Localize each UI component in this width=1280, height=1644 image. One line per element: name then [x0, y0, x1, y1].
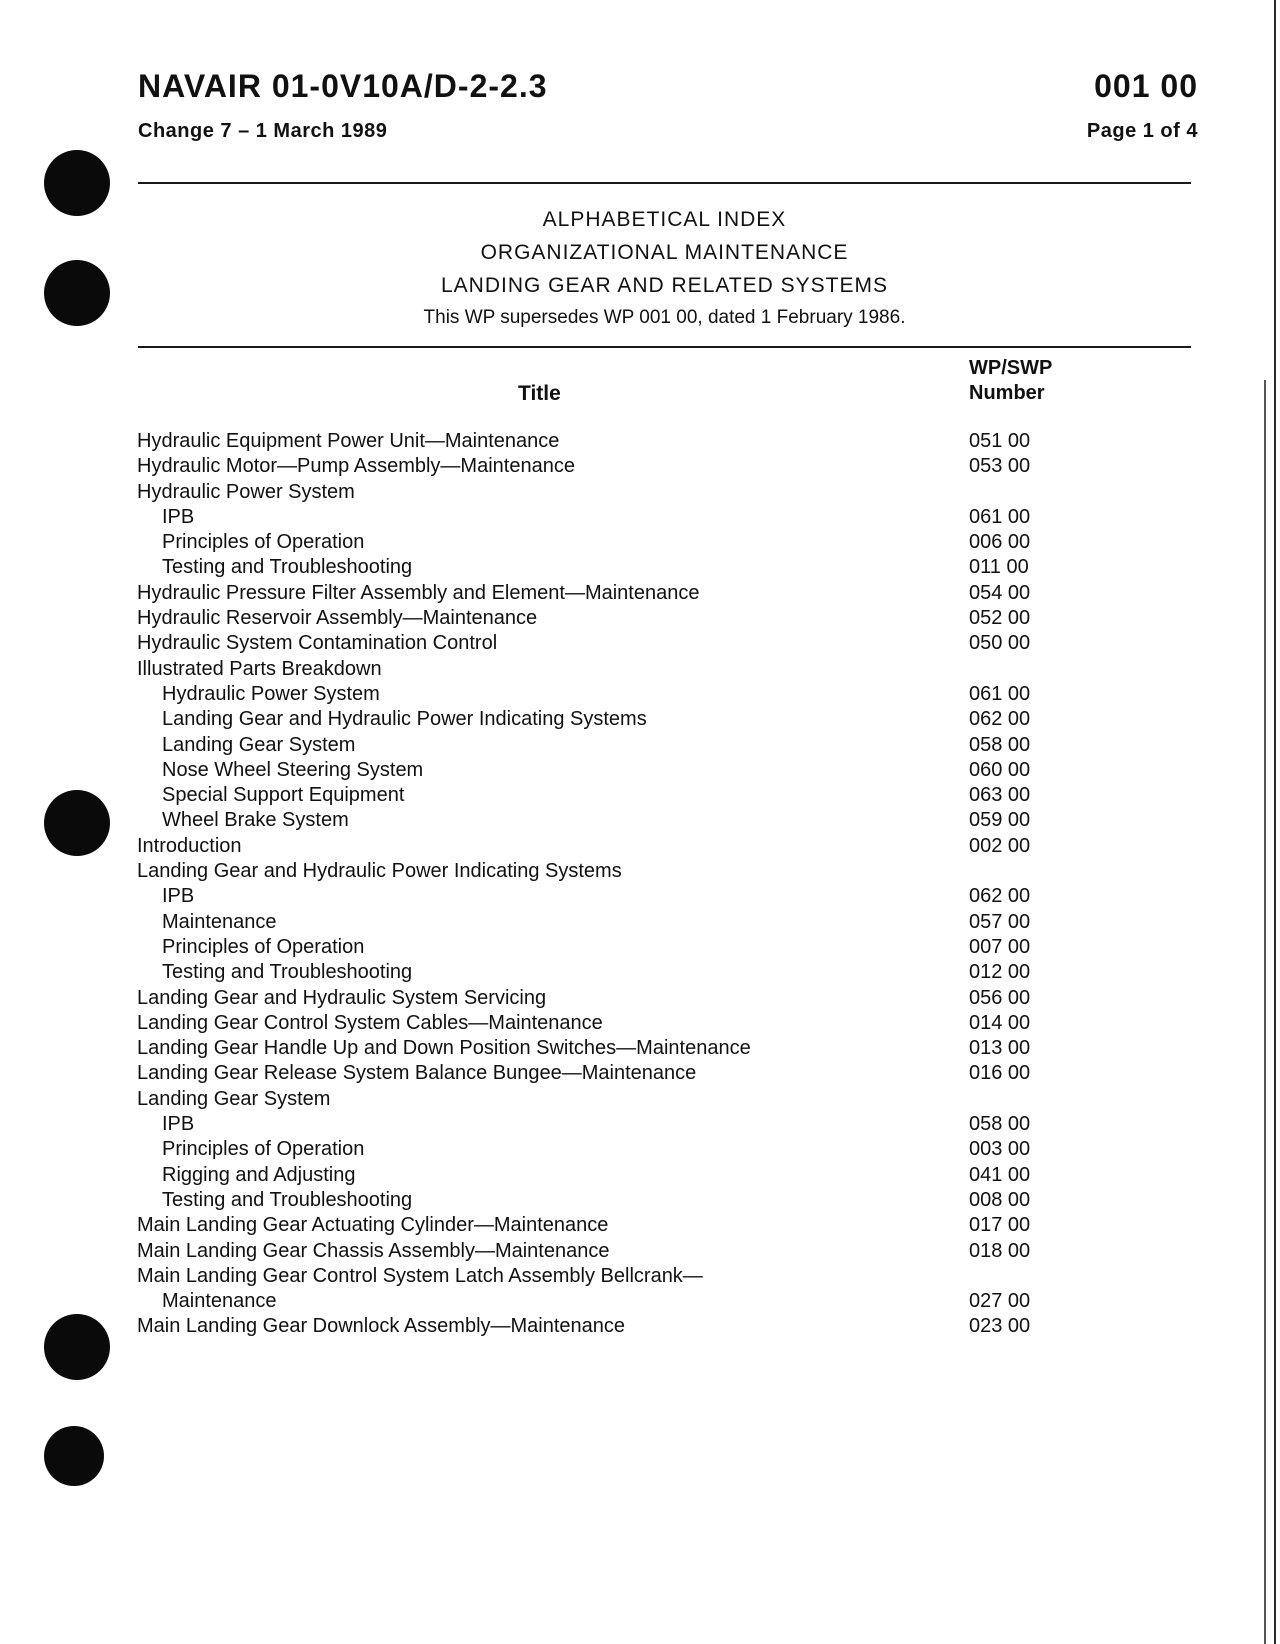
index-entry: [137, 658, 1137, 683]
entry-wp-number: 062 00: [969, 708, 1031, 731]
entry-title: Special Support Equipment: [162, 784, 405, 807]
index-entry: [137, 481, 1137, 506]
entry-title: IPB: [162, 505, 195, 528]
entry-wp-number: 061 00: [969, 505, 1031, 528]
entry-title: Wheel Brake System: [162, 809, 349, 832]
index-entry: [137, 455, 1137, 480]
entry-title: Landing Gear and Hydraulic Power Indicating Systems: [137, 860, 622, 883]
index-entry: [137, 1290, 1137, 1315]
index-entry: [137, 632, 1137, 657]
page-edge-inner: [1264, 380, 1266, 1644]
index-entry: [137, 1088, 1137, 1113]
index-entry: [137, 911, 1137, 936]
page-edge: [1274, 0, 1276, 1644]
entry-title: Testing and Troubleshooting: [162, 556, 413, 579]
entry-wp-number: 054 00: [969, 581, 1031, 604]
entry-title: Main Landing Gear Chassis Assembly—Maintenance: [137, 1239, 610, 1262]
punch-hole: [44, 150, 110, 216]
page-number: Page 1 of 4: [1086, 120, 1198, 142]
entry-wp-number: 058 00: [969, 1113, 1031, 1136]
index-entry: [137, 506, 1137, 531]
entry-wp-number: 018 00: [969, 1239, 1031, 1262]
title-line-2: ORGANIZATIONAL MAINTENANCE: [480, 241, 849, 264]
entry-title: Landing Gear Release System Balance Bungee—Maintenance: [137, 1062, 697, 1085]
index-entry: [137, 936, 1137, 961]
header-right: [1087, 70, 1198, 143]
entry-wp-number: 008 00: [969, 1188, 1031, 1211]
entry-wp-number: 011 00: [969, 556, 1029, 579]
punch-hole: [44, 1314, 110, 1380]
index-list: [137, 430, 1137, 1341]
entry-title: Hydraulic Motor—Pump Assembly—Maintenance: [137, 455, 575, 478]
entry-title: IPB: [162, 885, 195, 908]
header-rule: [138, 182, 1191, 184]
entry-title: Principles of Operation: [162, 935, 365, 958]
index-entry: [137, 1012, 1137, 1037]
punch-hole: [44, 1426, 104, 1486]
entry-title: Main Landing Gear Control System Latch Assembly Bellcrank—: [137, 1264, 703, 1287]
index-entry: [137, 430, 1137, 455]
index-entry: [137, 885, 1137, 910]
entry-wp-number: 016 00: [969, 1062, 1031, 1085]
title-line-3: LANDING GEAR AND RELATED SYSTEMS: [440, 274, 889, 297]
entry-wp-number: 053 00: [969, 455, 1031, 478]
index-entry: [137, 1240, 1137, 1265]
index-entry: [137, 860, 1137, 885]
entry-wp-number: 051 00: [969, 430, 1031, 452]
column-header-number: [969, 356, 1052, 406]
work-package-id: 001 00: [1094, 68, 1198, 104]
entry-wp-number: 056 00: [969, 986, 1031, 1009]
entry-wp-number: 003 00: [969, 1138, 1031, 1161]
index-entry: [137, 1138, 1137, 1163]
entry-wp-number: 041 00: [969, 1163, 1031, 1186]
punch-hole: [44, 790, 110, 856]
index-entry: [137, 683, 1137, 708]
entry-title: Landing Gear and Hydraulic Power Indicating Systems: [162, 708, 647, 731]
entry-title: Maintenance: [162, 910, 277, 933]
entry-title: Nose Wheel Steering System: [162, 758, 424, 781]
entry-title: Landing Gear System: [162, 733, 356, 756]
supersedes-note: This WP supersedes WP 001 00, dated 1 February 1986.: [423, 307, 906, 328]
entry-title: Hydraulic Pressure Filter Assembly and Element—Maintenance: [137, 581, 700, 604]
entry-wp-number: 050 00: [969, 632, 1031, 655]
column-header-number-line1: WP/SWP: [969, 357, 1053, 379]
index-entry: [137, 1113, 1137, 1138]
entry-title: Hydraulic Power System: [162, 682, 380, 705]
entry-title: Main Landing Gear Actuating Cylinder—Maintenance: [137, 1214, 609, 1237]
index-entry: [137, 1164, 1137, 1189]
column-header-number-line2: Number: [969, 382, 1045, 404]
entry-wp-number: 002 00: [969, 834, 1031, 857]
index-entry: [137, 1037, 1137, 1062]
index-entry: [137, 961, 1137, 986]
entry-title: Testing and Troubleshooting: [162, 1188, 413, 1211]
entry-title: Introduction: [137, 834, 242, 857]
index-entry: [137, 607, 1137, 632]
entry-wp-number: 027 00: [969, 1290, 1031, 1313]
entry-title: Landing Gear System: [137, 1087, 331, 1110]
entry-wp-number: 007 00: [969, 935, 1031, 958]
index-entry: [137, 734, 1137, 759]
index-entry: [137, 582, 1137, 607]
index-entry: [137, 531, 1137, 556]
entry-title: Rigging and Adjusting: [162, 1163, 356, 1186]
title-line-1: ALPHABETICAL INDEX: [542, 208, 787, 231]
entry-wp-number: 052 00: [969, 607, 1031, 630]
entry-title: Main Landing Gear Downlock Assembly—Maintenance: [137, 1315, 626, 1338]
header-left: [138, 70, 548, 143]
entry-wp-number: 061 00: [969, 682, 1031, 705]
index-entry: [137, 759, 1137, 784]
index-entry: [137, 1062, 1137, 1087]
index-entry: [137, 1189, 1137, 1214]
index-entry: [137, 1214, 1137, 1239]
entry-wp-number: 013 00: [969, 1037, 1031, 1060]
entry-wp-number: 012 00: [969, 961, 1031, 984]
entry-title: Testing and Troubleshooting: [162, 961, 413, 984]
entry-title: IPB: [162, 1113, 195, 1136]
entry-wp-number: 059 00: [969, 809, 1031, 832]
entry-wp-number: 060 00: [969, 758, 1031, 781]
index-entry: [137, 1315, 1137, 1340]
entry-title: Landing Gear and Hydraulic System Servicing: [137, 986, 547, 1009]
index-entry: [137, 784, 1137, 809]
change-date: Change 7 – 1 March 1989: [138, 120, 388, 142]
column-header-title: Title: [518, 382, 561, 405]
entry-title: Landing Gear Control System Cables—Maintenance: [137, 1011, 603, 1034]
entry-wp-number: 063 00: [969, 784, 1031, 807]
entry-title: Maintenance: [162, 1290, 277, 1313]
entry-title: Hydraulic Equipment Power Unit—Maintenance: [137, 430, 560, 452]
index-entry: [137, 708, 1137, 733]
entry-wp-number: 062 00: [969, 885, 1031, 908]
entry-title: Hydraulic System Contamination Control: [137, 632, 498, 655]
entry-title: Illustrated Parts Breakdown: [137, 657, 382, 680]
index-entry: [137, 987, 1137, 1012]
entry-wp-number: 006 00: [969, 531, 1031, 554]
entry-title: Principles of Operation: [162, 531, 365, 554]
entry-title: Hydraulic Reservoir Assembly—Maintenance: [137, 607, 538, 630]
entry-wp-number: 023 00: [969, 1315, 1031, 1338]
titles-rule: [138, 346, 1191, 348]
entry-wp-number: 058 00: [969, 733, 1031, 756]
index-entry: [137, 835, 1137, 860]
entry-wp-number: 014 00: [969, 1011, 1031, 1034]
punch-hole: [44, 260, 110, 326]
entry-wp-number: 057 00: [969, 910, 1031, 933]
entry-wp-number: 017 00: [969, 1214, 1031, 1237]
index-entry: [137, 556, 1137, 581]
index-entry: [137, 809, 1137, 834]
document-id: NAVAIR 01-0V10A/D-2-2.3: [138, 68, 548, 104]
document-titles: [138, 203, 1191, 332]
entry-title: Hydraulic Power System: [137, 480, 355, 503]
entry-title: Landing Gear Handle Up and Down Position Switches—Maintenance: [137, 1037, 751, 1060]
entry-title: Principles of Operation: [162, 1138, 365, 1161]
index-entry: [137, 1265, 1137, 1290]
